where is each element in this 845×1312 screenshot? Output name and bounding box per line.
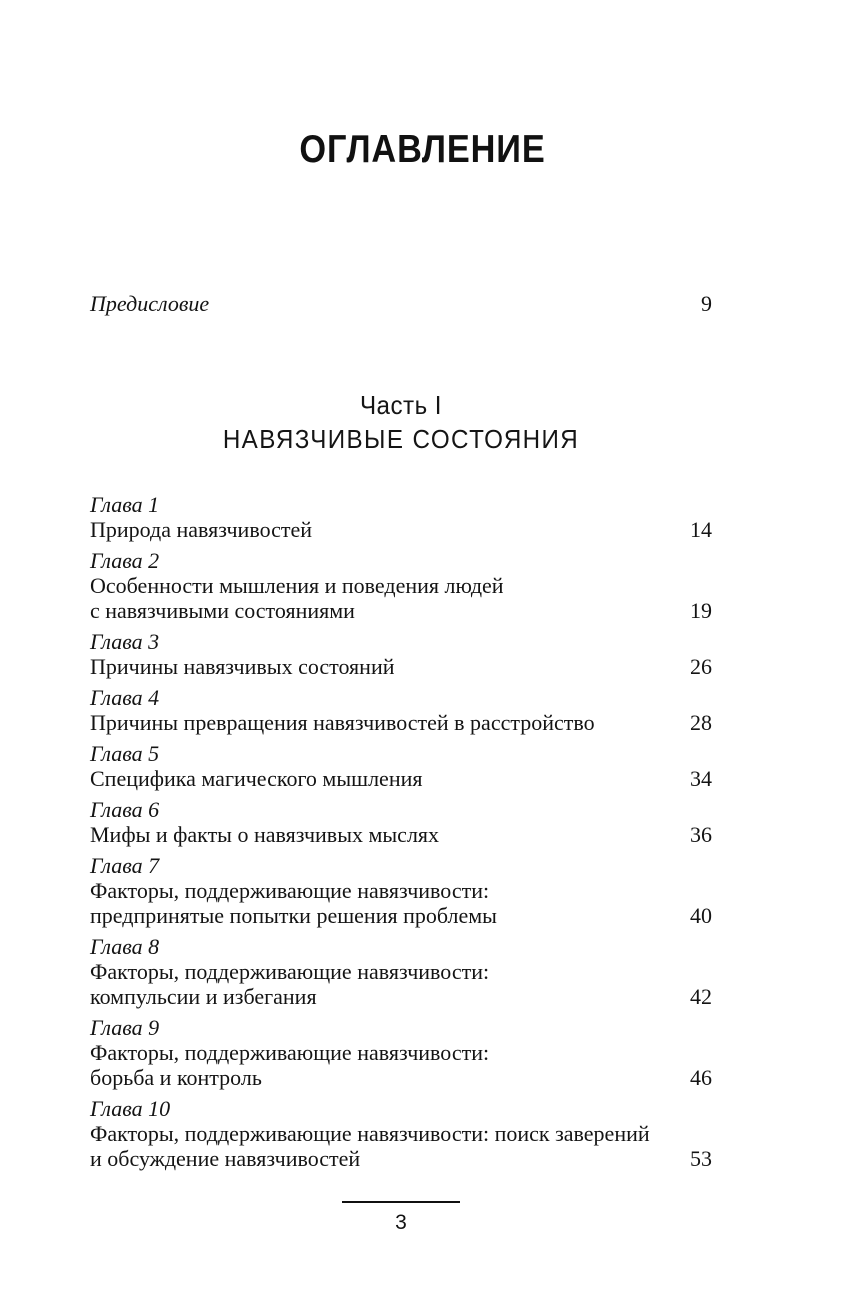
chapter-label-line bbox=[90, 934, 712, 959]
chapter-title-text: и обсуждение навязчивостей bbox=[90, 1146, 361, 1171]
preface-label: Предисловие bbox=[90, 291, 210, 316]
chapter-title-text: Природа навязчивостей bbox=[90, 517, 313, 542]
chapter-label-line bbox=[90, 492, 712, 517]
chapter-label: Глава 1 bbox=[90, 492, 160, 517]
chapter-title-lines bbox=[90, 1040, 712, 1090]
chapter-title-lines bbox=[90, 1121, 712, 1171]
chapter-page-number: 26 bbox=[690, 654, 712, 679]
toc-entry-line bbox=[90, 710, 712, 735]
toc-entry-line bbox=[90, 959, 712, 984]
chapter-title-text: Факторы, поддерживающие навязчивости: bbox=[90, 1040, 490, 1065]
chapter-label-line bbox=[90, 685, 712, 710]
toc-chapter bbox=[90, 685, 712, 735]
toc-entry-line bbox=[90, 822, 712, 847]
toc-chapter bbox=[90, 853, 712, 928]
chapter-label: Глава 4 bbox=[90, 685, 160, 710]
page-number: 3 bbox=[395, 1211, 407, 1234]
toc-chapter bbox=[90, 741, 712, 791]
toc-entry-line bbox=[90, 878, 712, 903]
toc-chapter bbox=[90, 797, 712, 847]
chapter-title-text: борьба и контроль bbox=[90, 1065, 262, 1090]
chapter-title-text: Факторы, поддерживающие навязчивости: bbox=[90, 878, 490, 903]
chapter-label-line bbox=[90, 1015, 712, 1040]
chapter-page-number: 36 bbox=[690, 822, 712, 847]
page-title: ОГЛАВЛЕНИЕ bbox=[299, 128, 546, 171]
chapter-title-text: Факторы, поддерживающие навязчивости: поиск заверений bbox=[90, 1121, 650, 1146]
toc-chapter bbox=[90, 1096, 712, 1171]
chapter-page-number: 14 bbox=[690, 517, 712, 542]
chapter-label: Глава 7 bbox=[90, 853, 160, 878]
chapter-title-text: с навязчивыми состояниями bbox=[90, 598, 355, 623]
chapter-title-lines bbox=[90, 878, 712, 928]
chapter-label-line bbox=[90, 629, 712, 654]
toc-chapter bbox=[90, 1015, 712, 1090]
chapter-label-line bbox=[90, 797, 712, 822]
chapter-page-number: 34 bbox=[690, 766, 712, 791]
chapter-label-line bbox=[90, 853, 712, 878]
part-title: НАВЯЗЧИВЫЕ СОСТОЯНИЯ bbox=[222, 424, 580, 454]
chapter-title-lines bbox=[90, 710, 712, 735]
chapter-label-line bbox=[90, 548, 712, 573]
chapter-title-lines bbox=[90, 822, 712, 847]
part-header bbox=[112, 389, 690, 456]
chapter-title-text: Причины навязчивых состояний bbox=[90, 654, 395, 679]
chapter-label: Глава 3 bbox=[90, 629, 160, 654]
toc-chapter bbox=[90, 934, 712, 1009]
toc-chapter bbox=[90, 492, 712, 542]
toc-entry-line bbox=[90, 1040, 712, 1065]
chapter-title-text: Особенности мышления и поведения людей bbox=[90, 573, 504, 598]
toc-entry-line bbox=[90, 517, 712, 542]
chapter-label: Глава 5 bbox=[90, 741, 160, 766]
toc-entry-line bbox=[90, 1121, 712, 1146]
chapter-title-lines bbox=[90, 959, 712, 1009]
toc-entry-line bbox=[90, 1065, 712, 1090]
toc-entry-line bbox=[90, 1146, 712, 1171]
toc-chapter bbox=[90, 548, 712, 623]
chapter-label-line bbox=[90, 741, 712, 766]
toc-entry-line bbox=[90, 766, 712, 791]
toc-entry-line bbox=[90, 598, 712, 623]
chapter-label: Глава 9 bbox=[90, 1015, 160, 1040]
chapter-title-text: Мифы и факты о навязчивых мыслях bbox=[90, 822, 440, 847]
chapter-label: Глава 10 bbox=[90, 1096, 171, 1121]
footer-rule bbox=[342, 1201, 460, 1203]
preface-page-number: 9 bbox=[701, 291, 712, 316]
chapter-title-text: предпринятые попытки решения проблемы bbox=[90, 903, 497, 928]
toc-entry-line bbox=[90, 984, 712, 1009]
chapter-page-number: 28 bbox=[690, 710, 712, 735]
chapter-label-line bbox=[90, 1096, 712, 1121]
chapter-label: Глава 8 bbox=[90, 934, 160, 959]
toc-entry-line bbox=[90, 654, 712, 679]
chapter-title-lines bbox=[90, 766, 712, 791]
chapter-page-number: 46 bbox=[690, 1065, 712, 1090]
chapter-page-number: 19 bbox=[690, 598, 712, 623]
chapter-label: Глава 2 bbox=[90, 548, 160, 573]
chapter-title-lines bbox=[90, 654, 712, 679]
toc-entry-line bbox=[90, 573, 712, 598]
chapter-list bbox=[90, 492, 712, 1171]
chapter-title-lines bbox=[90, 573, 712, 623]
chapter-title-text: компульсии и избегания bbox=[90, 984, 317, 1009]
chapter-page-number: 40 bbox=[690, 903, 712, 928]
chapter-page-number: 53 bbox=[690, 1146, 712, 1171]
toc-chapter bbox=[90, 629, 712, 679]
chapter-title-lines bbox=[90, 517, 712, 542]
preface-entry bbox=[90, 291, 712, 317]
chapter-title-text: Причины превращения навязчивостей в расстройство bbox=[90, 710, 595, 735]
toc-entry-line bbox=[90, 903, 712, 928]
chapter-page-number: 42 bbox=[690, 984, 712, 1009]
chapter-title-text: Факторы, поддерживающие навязчивости: bbox=[90, 959, 490, 984]
chapter-label: Глава 6 bbox=[90, 797, 160, 822]
part-kicker: Часть I bbox=[359, 390, 443, 420]
chapter-title-text: Специфика магического мышления bbox=[90, 766, 423, 791]
